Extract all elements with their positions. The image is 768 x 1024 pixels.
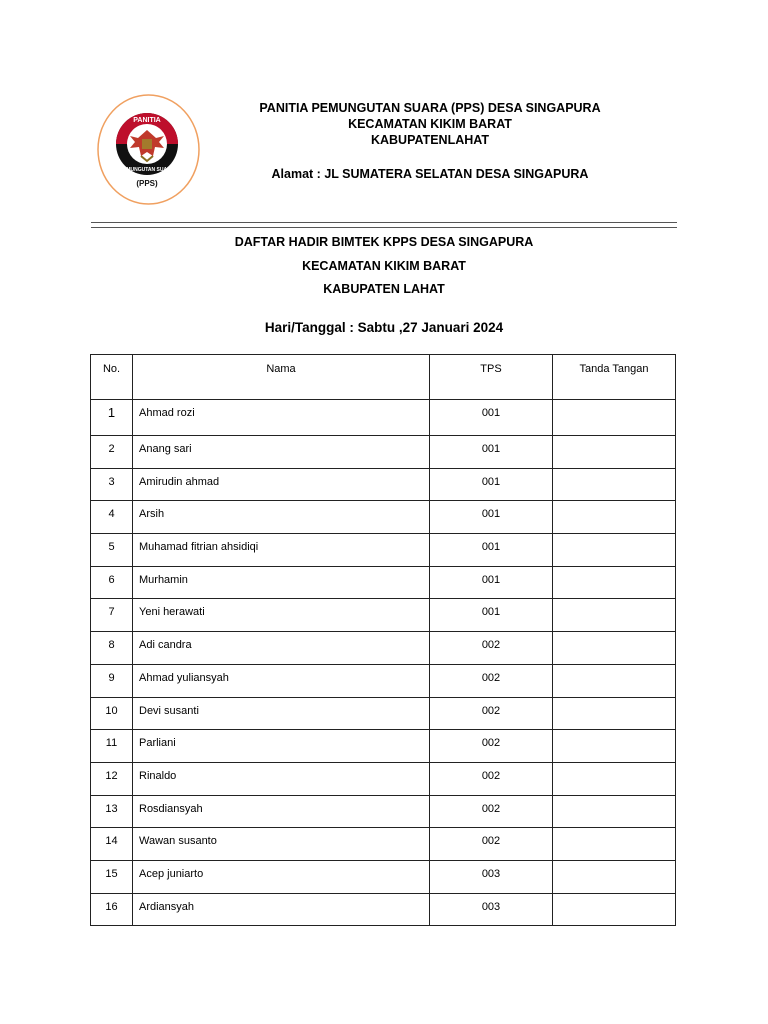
- row-tps: 002: [430, 730, 553, 763]
- table-row: [91, 436, 676, 469]
- row-name: Wawan susanto: [133, 828, 430, 861]
- row-number: 5: [91, 534, 133, 567]
- row-number: 9: [91, 664, 133, 697]
- letterhead-address: Alamat : JL SUMATERA SELATAN DESA SINGAPURA: [271, 167, 589, 181]
- row-signature-cell[interactable]: [553, 697, 676, 730]
- row-number: 7: [91, 599, 133, 632]
- row-name: Ardiansyah: [133, 893, 430, 926]
- row-tps: 001: [430, 534, 553, 567]
- table-row: [91, 599, 676, 632]
- table-row: [91, 566, 676, 599]
- table-row: [91, 534, 676, 567]
- row-signature-cell[interactable]: [553, 534, 676, 567]
- row-signature-cell[interactable]: [553, 400, 676, 436]
- header-divider: [91, 222, 677, 228]
- row-number: 3: [91, 468, 133, 501]
- row-name: Muhamad fitrian ahsidiqi: [133, 534, 430, 567]
- title-line-1: DAFTAR HADIR BIMTEK KPPS DESA SINGAPURA: [234, 235, 534, 249]
- table-row: [91, 664, 676, 697]
- row-name: Acep juniarto: [133, 860, 430, 893]
- row-name: Ahmad yuliansyah: [133, 664, 430, 697]
- table-row: [91, 632, 676, 665]
- row-tps: 002: [430, 828, 553, 861]
- row-number: 2: [91, 436, 133, 469]
- row-tps: 001: [430, 566, 553, 599]
- row-number: 6: [91, 566, 133, 599]
- document-title: [91, 234, 677, 305]
- row-tps: 001: [430, 400, 553, 436]
- logo-bottom-text: PEMUNGUTAN SUARA: [119, 167, 175, 173]
- letterhead-line-1: PANITIA PEMUNGUTAN SUARA (PPS) DESA SINGAPURA: [259, 101, 601, 115]
- row-tps: 002: [430, 664, 553, 697]
- row-name: Anang sari: [133, 436, 430, 469]
- row-name: Amirudin ahmad: [133, 468, 430, 501]
- row-signature-cell[interactable]: [553, 599, 676, 632]
- table-row: [91, 762, 676, 795]
- logo-sub-text: (PPS): [136, 179, 158, 188]
- logo-top-text: PANITIA: [133, 117, 161, 124]
- row-signature-cell[interactable]: [553, 860, 676, 893]
- row-signature-cell[interactable]: [553, 828, 676, 861]
- table-row: [91, 893, 676, 926]
- row-name: Murhamin: [133, 566, 430, 599]
- row-signature-cell[interactable]: [553, 730, 676, 763]
- row-number: 14: [91, 828, 133, 861]
- row-number: 10: [91, 697, 133, 730]
- row-signature-cell[interactable]: [553, 893, 676, 926]
- table-header-row: [91, 355, 676, 400]
- title-line-3: KABUPATEN LAHAT: [323, 282, 445, 296]
- row-name: Rinaldo: [133, 762, 430, 795]
- column-header-no: No.: [91, 355, 133, 400]
- row-tps: 003: [430, 893, 553, 926]
- row-signature-cell[interactable]: [553, 468, 676, 501]
- column-header-tps: TPS: [430, 355, 553, 400]
- row-signature-cell[interactable]: [553, 664, 676, 697]
- row-name: Adi candra: [133, 632, 430, 665]
- row-tps: 001: [430, 599, 553, 632]
- row-name: Parliani: [133, 730, 430, 763]
- row-tps: 002: [430, 697, 553, 730]
- letterhead-line-3: KABUPATENLAHAT: [370, 133, 490, 147]
- row-number: 12: [91, 762, 133, 795]
- kpu-panitia-emblem-icon: [97, 94, 200, 205]
- row-tps: 002: [430, 762, 553, 795]
- row-tps: 002: [430, 632, 553, 665]
- title-line-2: KECAMATAN KIKIM BARAT: [302, 258, 466, 273]
- row-tps: 002: [430, 795, 553, 828]
- row-name: Rosdiansyah: [133, 795, 430, 828]
- row-number: 1: [91, 400, 133, 436]
- table-row: [91, 468, 676, 501]
- row-signature-cell[interactable]: [553, 566, 676, 599]
- row-tps: 001: [430, 501, 553, 534]
- table-row: [91, 400, 676, 436]
- row-tps: 003: [430, 860, 553, 893]
- row-number: 4: [91, 501, 133, 534]
- attendance-table: [90, 354, 676, 926]
- row-number: 13: [91, 795, 133, 828]
- table-row: [91, 860, 676, 893]
- column-header-nama: Nama: [133, 355, 430, 400]
- row-name: Arsih: [133, 501, 430, 534]
- row-signature-cell[interactable]: [553, 632, 676, 665]
- date-line: Hari/Tanggal : Sabtu ,27 Januari 2024: [264, 320, 504, 335]
- letterhead: [230, 100, 630, 182]
- row-number: 8: [91, 632, 133, 665]
- row-number: 15: [91, 860, 133, 893]
- row-signature-cell[interactable]: [553, 501, 676, 534]
- table-row: [91, 730, 676, 763]
- row-name: Devi susanti: [133, 697, 430, 730]
- row-tps: 001: [430, 468, 553, 501]
- row-name: Yeni herawati: [133, 599, 430, 632]
- table-row: [91, 828, 676, 861]
- row-signature-cell[interactable]: [553, 762, 676, 795]
- row-signature-cell[interactable]: [553, 436, 676, 469]
- row-tps: 001: [430, 436, 553, 469]
- row-signature-cell[interactable]: [553, 795, 676, 828]
- letterhead-line-2: KECAMATAN KIKIM BARAT: [348, 117, 512, 131]
- table-row: [91, 795, 676, 828]
- table-row: [91, 501, 676, 534]
- table-row: [91, 697, 676, 730]
- row-name: Ahmad rozi: [133, 400, 430, 436]
- row-number: 16: [91, 893, 133, 926]
- column-header-tanda-tangan: Tanda Tangan: [553, 355, 676, 400]
- row-number: 11: [91, 730, 133, 763]
